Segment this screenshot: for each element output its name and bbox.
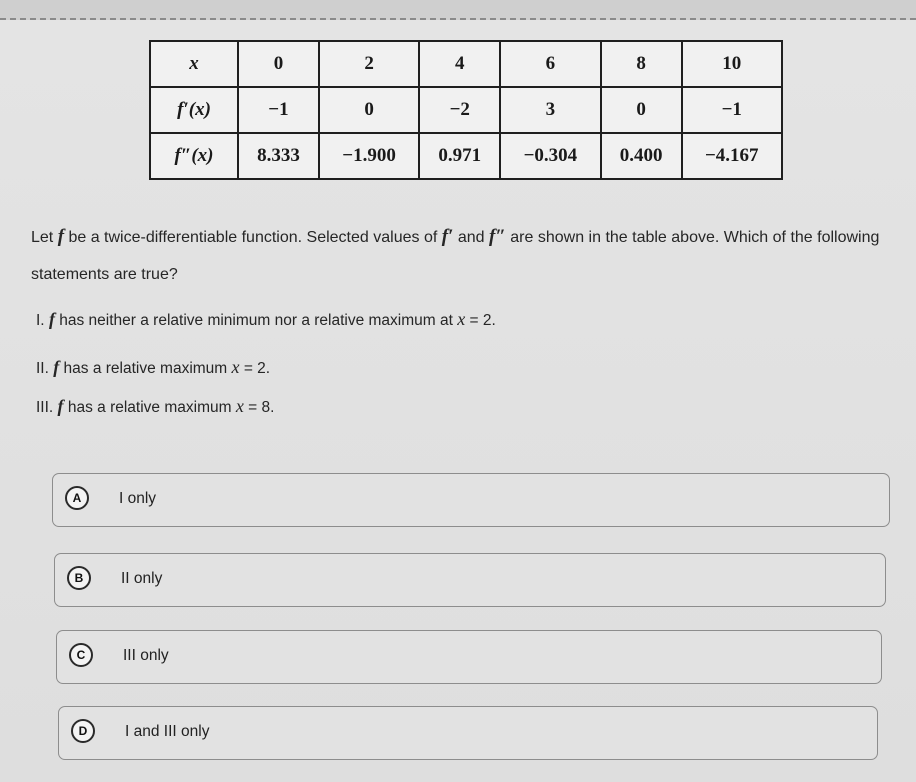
choice-letter-badge: A <box>65 486 89 510</box>
table-row <box>150 87 782 133</box>
row-header-f-prime: f′(x) <box>150 87 238 133</box>
choice-letter-badge: B <box>67 566 91 590</box>
choice-label: II only <box>121 570 163 587</box>
answer-choice-a[interactable] <box>52 473 890 527</box>
function-symbol: f <box>57 226 65 247</box>
variable: x <box>235 396 244 416</box>
top-bar <box>0 0 916 20</box>
function-symbol: f″ <box>489 226 506 247</box>
table-cell: −4.167 <box>682 133 783 179</box>
statement-number: III. <box>36 399 54 416</box>
table-cell: 8 <box>601 41 682 87</box>
choice-letter-badge: D <box>71 719 95 743</box>
statement-equation: = 2. <box>465 312 496 329</box>
statement-text: has neither a relative minimum nor a relative maximum at <box>54 312 458 329</box>
question-part: are shown in the table above. Which of the following statements are true? <box>31 229 880 283</box>
choice-label: I only <box>119 490 157 507</box>
choice-label: I and III only <box>125 723 210 740</box>
table-cell: 0.971 <box>419 133 500 179</box>
table-cell: −1 <box>682 87 783 133</box>
statement-number: II. <box>36 360 49 377</box>
function-symbol: f <box>48 309 55 329</box>
function-symbol: f <box>53 357 60 377</box>
table-cell: −1 <box>238 87 319 133</box>
row-header-f-double-prime: f″(x) <box>150 133 238 179</box>
table-cell: −2 <box>419 87 500 133</box>
statement-3 <box>36 396 274 417</box>
question-text <box>31 218 901 293</box>
statement-text: has a relative maximum <box>63 399 236 416</box>
answer-choice-b[interactable] <box>54 553 886 607</box>
table-cell: 8.333 <box>238 133 319 179</box>
table-cell: 0 <box>601 87 682 133</box>
statement-2 <box>36 357 270 378</box>
table-cell: 6 <box>500 41 600 87</box>
statement-number: I. <box>36 312 45 329</box>
function-symbol: f′ <box>441 226 454 247</box>
answer-choice-c[interactable] <box>56 630 882 684</box>
table-cell: 4 <box>419 41 500 87</box>
function-symbol: f <box>57 396 64 416</box>
answer-choice-d[interactable] <box>58 706 878 760</box>
table-cell: 10 <box>682 41 783 87</box>
row-header-x: x <box>150 41 238 87</box>
table-cell: −1.900 <box>319 133 419 179</box>
table-cell: 2 <box>319 41 419 87</box>
variable: x <box>231 357 240 377</box>
choice-letter-badge: C <box>69 643 93 667</box>
values-table <box>149 40 783 180</box>
question-part: and <box>453 229 489 246</box>
statement-equation: = 2. <box>239 360 271 377</box>
table-cell: 3 <box>500 87 600 133</box>
statement-equation: = 8. <box>243 399 275 416</box>
statement-text: has a relative maximum <box>59 360 232 377</box>
table-cell: 0 <box>238 41 319 87</box>
choice-label: III only <box>123 647 169 664</box>
table-cell: 0.400 <box>601 133 682 179</box>
table-row <box>150 41 782 87</box>
table-row <box>150 133 782 179</box>
question-part: Let <box>31 229 58 246</box>
statement-1 <box>36 309 496 330</box>
table-cell: 0 <box>319 87 419 133</box>
variable: x <box>457 309 466 329</box>
question-part: be a twice-differentiable function. Selected values of <box>64 229 442 246</box>
table-cell: −0.304 <box>500 133 600 179</box>
